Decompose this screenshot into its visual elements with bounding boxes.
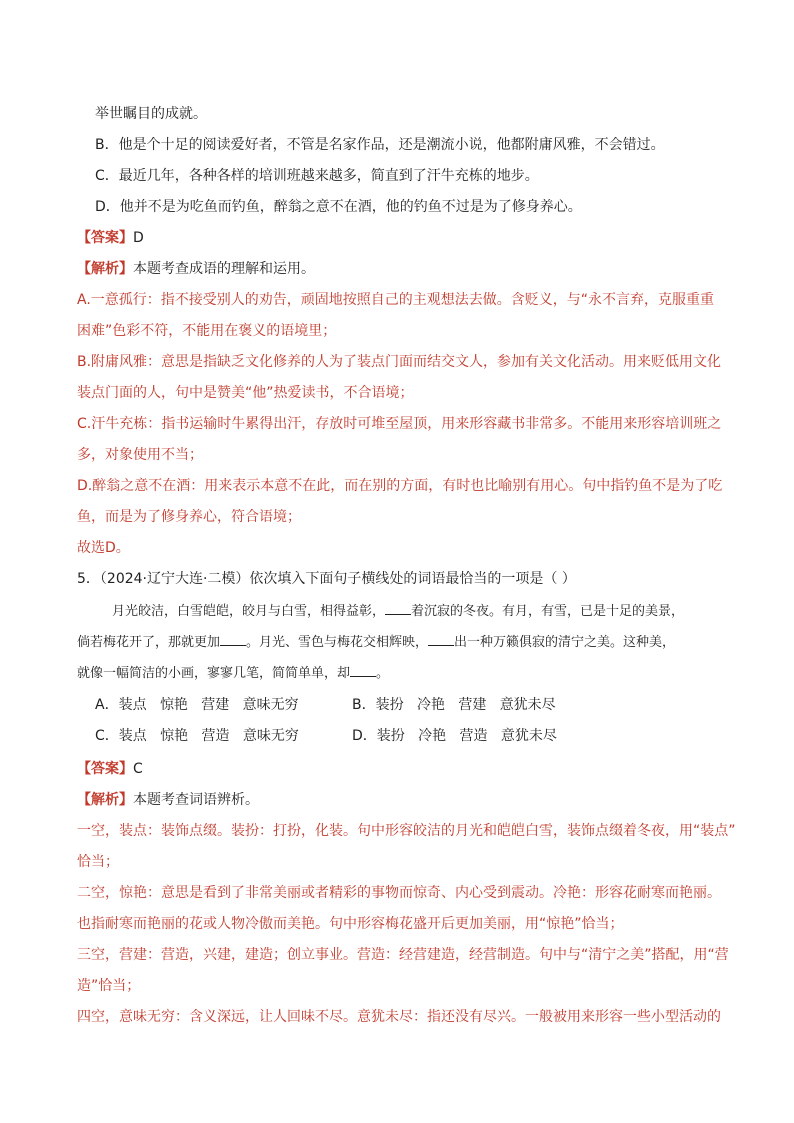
q4-analysis-line: 鱼，而是为了修身养心，符合语境；	[77, 509, 301, 525]
q5-analysis-line: 恰当；	[77, 854, 119, 870]
q4-option-a-continuation: 举世瞩目的成就。	[95, 106, 207, 122]
passage-text: 着沉寂的冬夜。有月，有雪，已是十足的美景，	[411, 604, 685, 619]
answer-value: D	[133, 230, 144, 246]
q5-option-c: C．装点 惊艳 营造 意味无穷	[95, 728, 299, 744]
q5-analysis-header	[77, 790, 259, 810]
passage-text: 月光皎洁，白雪皑皑，皎月与白雪，相得益彰，	[112, 604, 386, 619]
q4-analysis-line: 装点门面的人，句中是赞美“他”热爱读书，不合语境；	[77, 385, 414, 401]
q5-passage-line-3	[77, 662, 389, 684]
q4-answer	[77, 228, 144, 248]
blank-1	[385, 600, 411, 615]
q4-analysis-line: 困难”色彩不符，不能用在褒义的语境里；	[77, 323, 337, 339]
q4-option-b: B．他是个十足的阅读爱好者，不管是名家作品，还是潮流小说，他都附庸风雅，不会错过。	[95, 137, 665, 153]
passage-text: 就像一幅简洁的小画，寥寥几笔，简简单单，却	[77, 666, 351, 681]
q5-answer	[77, 759, 143, 779]
q4-analysis-line: C.汗牛充栋：指书运输时牛累得出汗，存放时可堆至屋顶，用来形容藏书非常多。不能用来形容培训班之	[77, 416, 722, 432]
analysis-tag: 【解析】	[77, 792, 133, 808]
q4-analysis-line: B.附庸风雅：意思是指缺乏文化修养的人为了装点门面而结交文人，参加有关文化活动。用来贬低用文化	[77, 354, 722, 370]
passage-text: 。月光、雪色与梅花交相辉映，	[246, 635, 429, 650]
q4-analysis-line: 多，对象使用不当；	[77, 447, 203, 463]
answer-tag: 【答案】	[77, 761, 133, 777]
q5-analysis-line: 三空，营建：营造，兴建，建造；创立事业。营造：经营建造，经营制造。句中与“清宁之美”搭配，用“营	[77, 947, 729, 963]
q5-analysis-line: 也指耐寒而艳丽的花或人物冷傲而美艳。句中形容梅花盛开后更加美丽，用“惊艳”恰当；	[77, 916, 624, 932]
q4-analysis-line: 故选D。	[77, 540, 130, 556]
answer-value: C	[133, 761, 143, 777]
blank-4	[350, 662, 376, 677]
q5-passage-line-1	[112, 600, 684, 622]
analysis-tag: 【解析】	[77, 261, 133, 277]
q5-analysis-line: 四空，意味无穷：含义深远，让人回味不尽。意犹未尽：指还没有尽兴。一般被用来形容一些小型活动的	[77, 1009, 721, 1025]
q5-option-b: B．装扮 冷艳 营建 意犹未尽	[352, 697, 556, 713]
q4-analysis-line: D.醉翁之意不在酒：用来表示本意不在此，而在别的方面，有时也比喻别有用心。句中指钓鱼不是为了吃	[77, 478, 723, 494]
q5-analysis-line: 二空，惊艳：意思是看到了非常美丽或者精彩的事物而惊奇、内心受到震动。冷艳：形容花耐寒而艳丽。	[77, 885, 721, 901]
q4-option-d: D．他并不是为吃鱼而钓鱼，醉翁之意不在酒，他的钓鱼不过是为了修身养心。	[95, 199, 582, 215]
passage-text: 。	[376, 666, 390, 681]
q5-option-a: A．装点 惊艳 营建 意味无穷	[95, 697, 299, 713]
passage-text: 出一种万籁俱寂的清宁之美。这种美，	[454, 635, 676, 650]
passage-text: 倘若梅花开了，那就更加	[77, 635, 221, 650]
analysis-intro: 本题考查成语的理解和运用。	[133, 261, 315, 277]
q5-analysis-line: 造”恰当；	[77, 978, 141, 994]
blank-2	[220, 631, 246, 646]
blank-3	[428, 631, 454, 646]
q4-analysis-line: A.一意孤行：指不接受别人的劝告，顽固地按照自己的主观想法去做。含贬义，与“永不言弃，克服重重	[77, 292, 715, 308]
q4-analysis-header	[77, 259, 315, 279]
q5-passage-line-2	[77, 631, 675, 653]
q5-analysis-line: 一空，装点：装饰点缀。装扮：打扮，化装。句中形容皎洁的月光和皑皑白雪，装饰点缀着冬夜，用“装点”	[77, 823, 736, 839]
answer-tag: 【答案】	[77, 230, 133, 246]
analysis-intro: 本题考查词语辨析。	[133, 792, 259, 808]
q5-option-d: D．装扮 冷艳 营造 意犹未尽	[352, 728, 557, 744]
q5-stem: 5．（2024·辽宁大连·二模）依次填入下面句子横线处的词语最恰当的一项是（ ）	[77, 571, 576, 587]
q4-option-c: C．最近几年，各种各样的培训班越来越多，简直到了汗牛充栋的地步。	[95, 168, 539, 184]
